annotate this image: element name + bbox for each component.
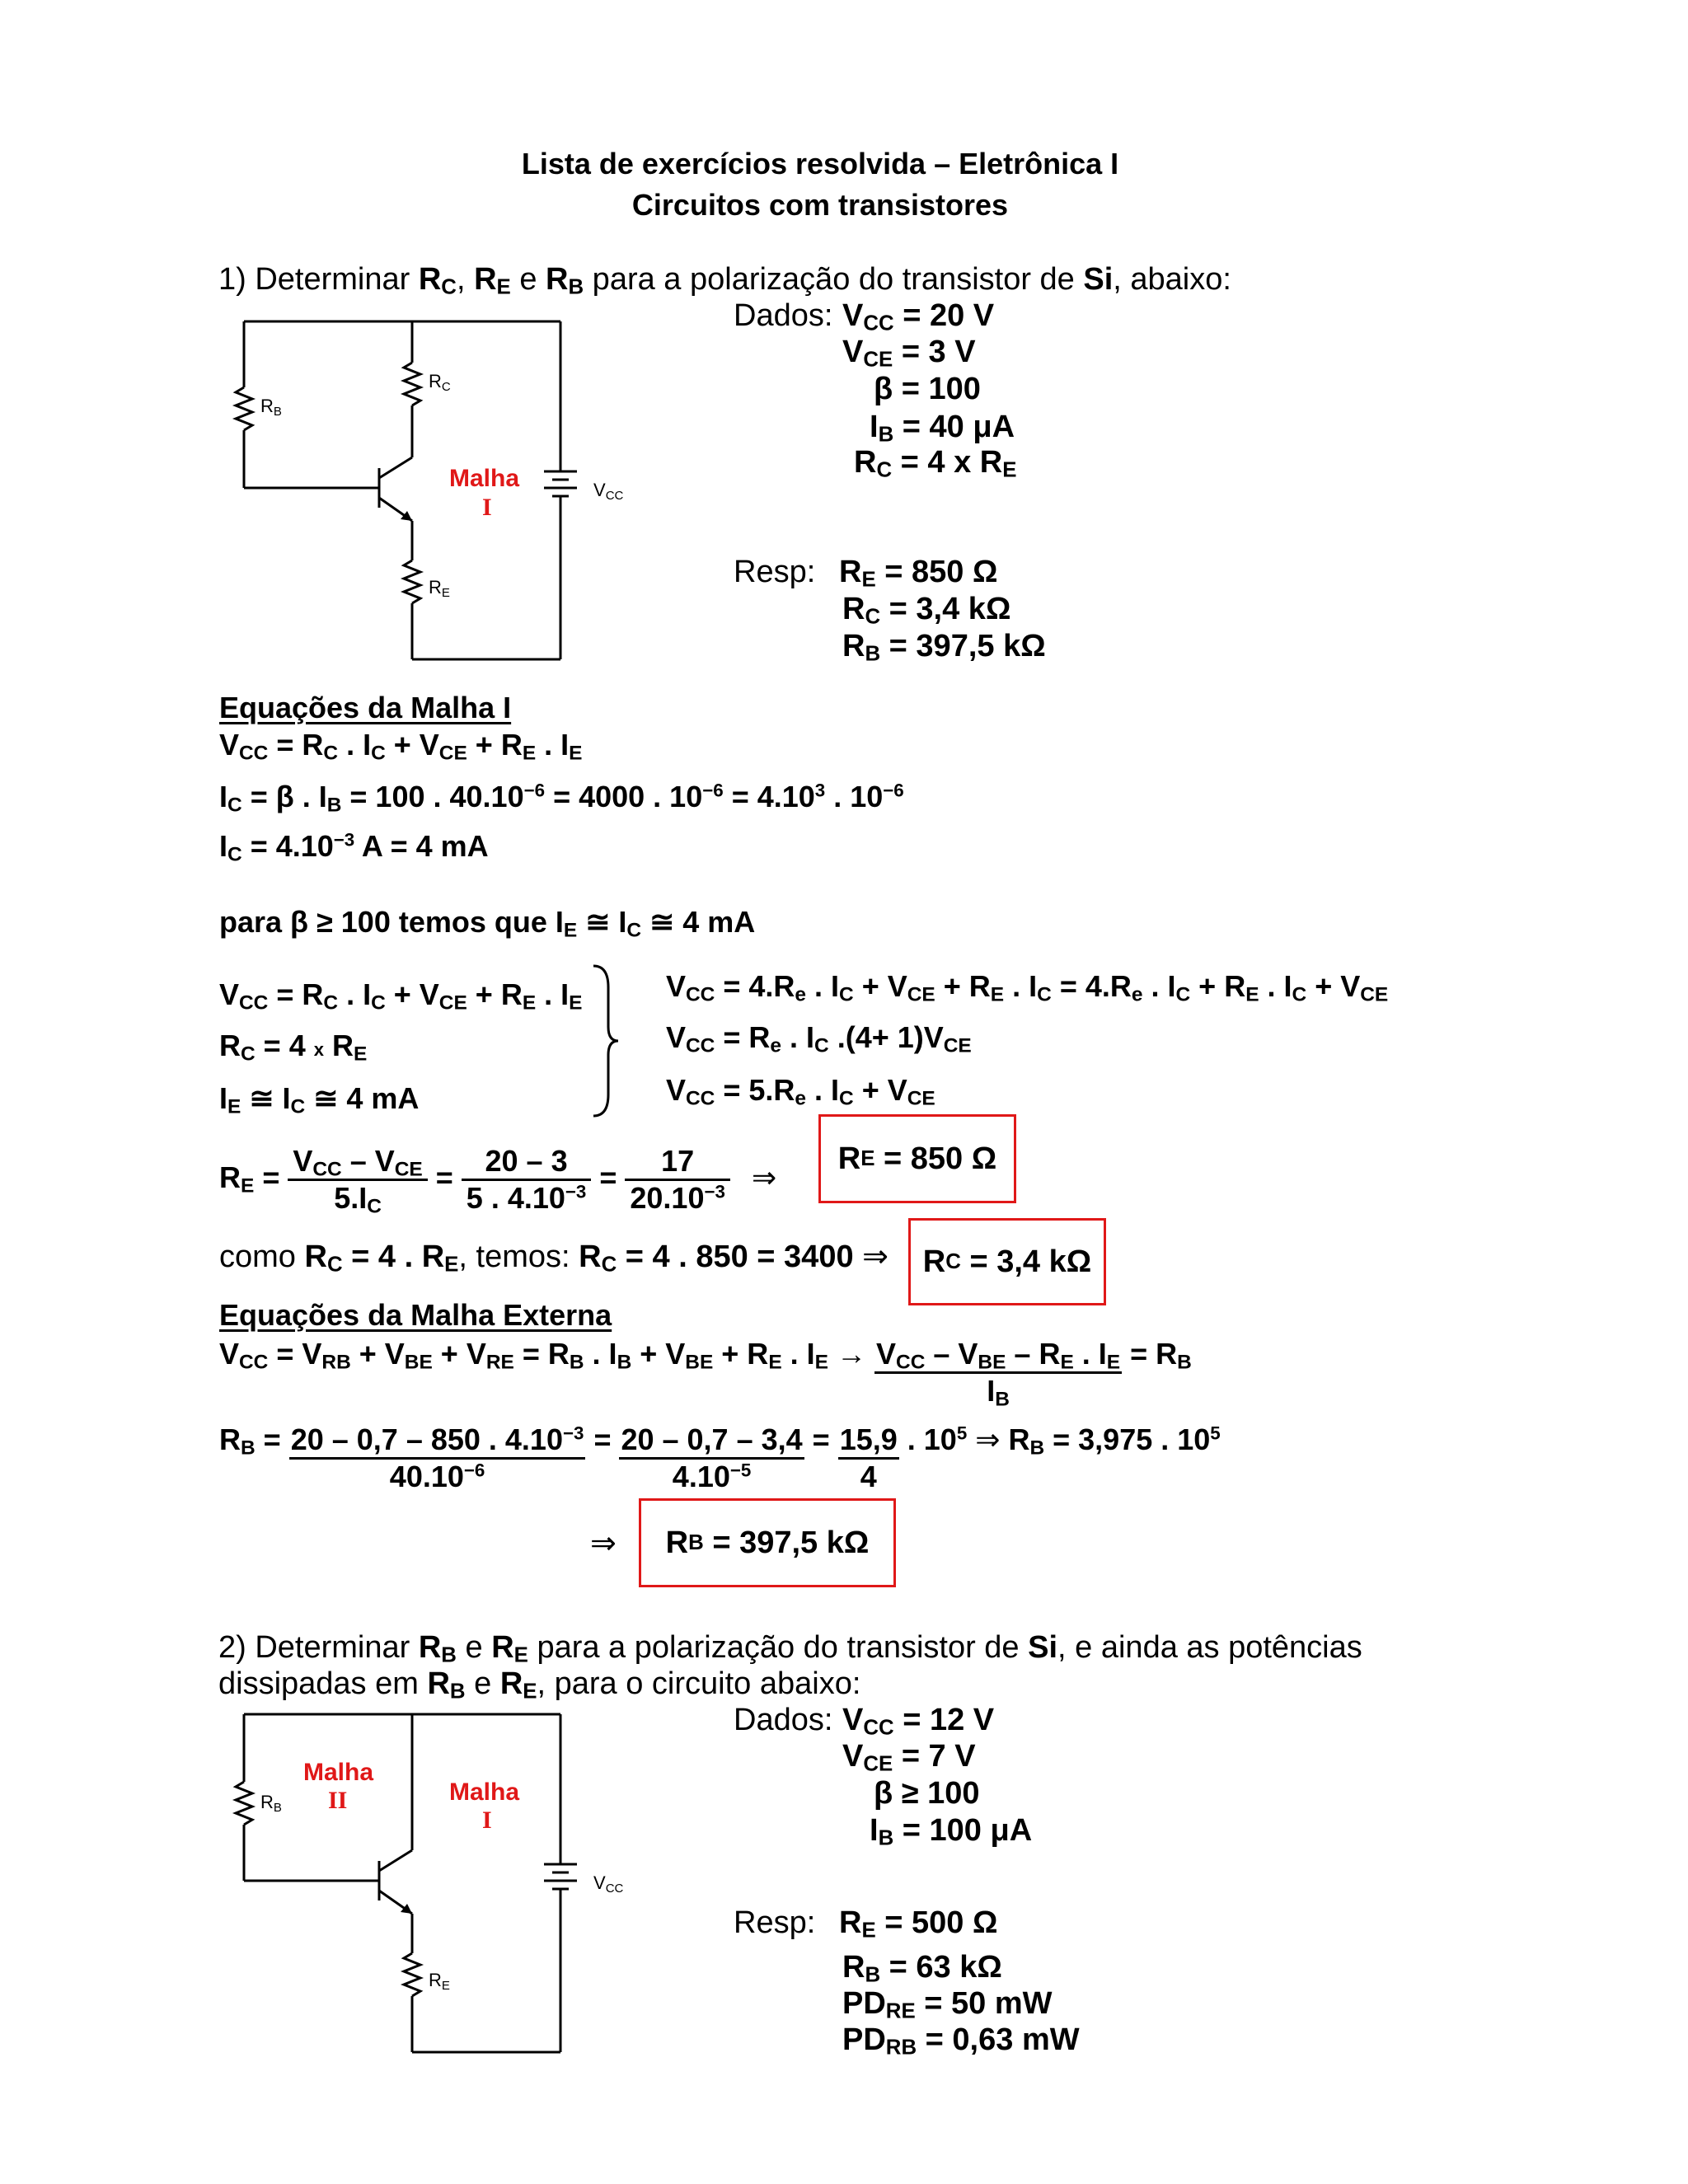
q1-dados-label: Dados: bbox=[734, 298, 833, 333]
q2-resp-pdrb: $PD_{RB} = 0,63$ mW bbox=[842, 2022, 1080, 2060]
q2-re-label: RE bbox=[429, 1970, 450, 1993]
q1-circuit-diagram bbox=[231, 313, 659, 676]
q2-statement-line1: 2) Determinar $R_B$ e $R_E$ para a polarização do transistor de Si, e ainda as potências bbox=[218, 1630, 1362, 1667]
q2-vcc-label: VCC bbox=[593, 1872, 624, 1896]
q1-rb-label: RB bbox=[260, 396, 282, 419]
q2-dados-vce: $V_{CE} = 7$ V bbox=[842, 1739, 976, 1776]
q2-malha2-label: Malha bbox=[303, 1759, 374, 1786]
q1-resp-rc: $R_C = 3,4$ kΩ bbox=[842, 592, 1011, 629]
q1-dados-vce: $V_{CE} = 3$ V bbox=[842, 335, 976, 372]
rc-calculation: como $R_C = 4$ . $R_E$, temos: $R_C = 4$ . 850 = 3400 ⇒ bbox=[219, 1240, 889, 1277]
q1-vcc-label: VCC bbox=[593, 480, 624, 503]
page-title: Lista de exercícios resolvida – Eletrônica I bbox=[521, 147, 1119, 180]
malha1-para-beta: para β ≥ 100 temos que $I_E$ ≅ $I_C$ ≅ 4 mA bbox=[219, 905, 756, 942]
q2-malha1-label: Malha bbox=[449, 1779, 520, 1806]
q1-dados-beta: β = 100 bbox=[874, 372, 981, 406]
answer-box-rc: R C = 3,4 kΩ bbox=[908, 1218, 1106, 1305]
q1-resp-label: Resp: bbox=[734, 555, 816, 589]
q2-dados-beta: β ≥ 100 bbox=[874, 1776, 980, 1811]
q2-statement-line2: dissipadas em $R_B$ e $R_E$, para o circuito abaixo: bbox=[218, 1666, 861, 1704]
q1-resp-rb: $R_B = 397,5$ kΩ bbox=[842, 629, 1046, 666]
q2-resp-pdre: $PD_{RE} = 50$ mW bbox=[842, 1986, 1053, 2023]
system-eq1: $V_{CC} = R_C$ . $I_C + V_{CE} + R_E$ . $I_E$ bbox=[219, 977, 583, 1015]
q2-resp-label: Resp: bbox=[734, 1905, 816, 1940]
malha-externa-eq: $V_{CC} = V_{RB} + V_{BE} + V_{RE} = R_B$ . $I_B + V_{BE} + R_E$ . $I_E$ → $\frac{V_{CC} - V_{BE} - R_E . I_E}{I_B}$ = $R_B$ bbox=[219, 1337, 1192, 1411]
answer-box-rb: R B = 397,5 kΩ bbox=[639, 1498, 896, 1587]
malha-externa-heading: Equações da Malha Externa bbox=[219, 1298, 612, 1332]
malha1-eq-ic: $I_C = \beta$ . $I_B = 100$ . $40.10^{-6} = 4000$ . $10^{-6} = 4.10^3$ . $10^{-6}$ bbox=[219, 780, 904, 817]
q2-dados-vcc: $V_{CC} = 12$ V bbox=[842, 1703, 995, 1740]
q2-malha1-number: I bbox=[482, 1807, 492, 1834]
curly-brace bbox=[587, 963, 620, 1119]
q1-rc-label: RC bbox=[429, 371, 451, 394]
brace-right-eq2: $V_{CC} = R_e$ . $I_C$ $.(4+ 1)V_{CE}$ bbox=[666, 1020, 972, 1057]
q2-resp-re: $R_E = 500$ Ω bbox=[839, 1905, 998, 1943]
q1-malha-number: I bbox=[482, 494, 492, 521]
q2-resp-rb: $R_B = 63$ kΩ bbox=[842, 1950, 1002, 1987]
q1-malha-label: Malha bbox=[449, 465, 520, 492]
q2-dados-ib: $I_B = 100$ μA bbox=[870, 1813, 1033, 1850]
answer-box-re: R E = 850 Ω bbox=[818, 1114, 1016, 1203]
q2-dados-label: Dados: bbox=[734, 1703, 833, 1737]
q1-dados-rc: $R_C = 4$ x $R_E$ bbox=[854, 445, 1017, 482]
malha1-heading: Equações da Malha I bbox=[219, 691, 512, 724]
malha1-eq-vcc: $V_{CC} = R_C$ . $I_C + V_{CE} + R_E$ . $I_E$ bbox=[219, 728, 583, 765]
rb-calculation: $R_B$ = $\frac{20 - 0,7 - 850 . 4.10^{-3}}{40.10^{-6}}$ = $\frac{20 - 0,7 - 3,4}{4.10^{-5}}$ = $\frac{15,9}{4}$ . $10^5$ ⇒ $R_B = 3,975$ . $10^5$ bbox=[219, 1422, 1221, 1493]
system-eq3: $I_E$ ≅ $I_C$ ≅ 4 mA bbox=[219, 1081, 420, 1118]
q2-circuit-diagram bbox=[231, 1706, 659, 2060]
q1-dados-vcc: $V_{CC} = 20$ V bbox=[842, 298, 995, 335]
q1-statement: 1) Determinar $R_C$, $R_E$ e $R_B$ para a polarização do transistor de Si, abaixo: bbox=[218, 262, 1231, 299]
brace-right-eq3: $V_{CC} = 5.R_e$ . $I_C + V_{CE}$ bbox=[666, 1073, 935, 1110]
q1-re-label: RE bbox=[429, 577, 450, 600]
page-subtitle: Circuitos com transistores bbox=[631, 188, 1009, 222]
q2-rb-label: RB bbox=[260, 1792, 282, 1815]
system-eq2: $R_C = 4$ x $R_E$ bbox=[219, 1029, 368, 1066]
brace-right-eq1: $V_{CC} = 4.R_e$ . $I_C + V_{CE} + R_E$ . $I_C = 4.R_e$ . $I_C + R_E$ . $I_C + V_{CE}$ bbox=[666, 969, 1389, 1006]
q2-malha2-number: II bbox=[328, 1787, 348, 1814]
q1-resp-re: $R_E = 850$ Ω bbox=[839, 555, 998, 592]
rb-implies-arrow: ⇒ bbox=[590, 1526, 617, 1561]
re-calculation: $R_E$ = $\frac{V_{CC} - V_{CE}}{5.I_C}$ = $\frac{20 - 3}{5 . 4.10^{-3}}$ = $\frac{17}{20.10^{-3}}$ ⇒ bbox=[219, 1144, 777, 1218]
malha1-eq-ic-value: $I_C = 4.10^{-3}$ A = 4 mA bbox=[219, 829, 489, 866]
q1-dados-ib: $I_B = 40$ μA bbox=[870, 410, 1015, 447]
